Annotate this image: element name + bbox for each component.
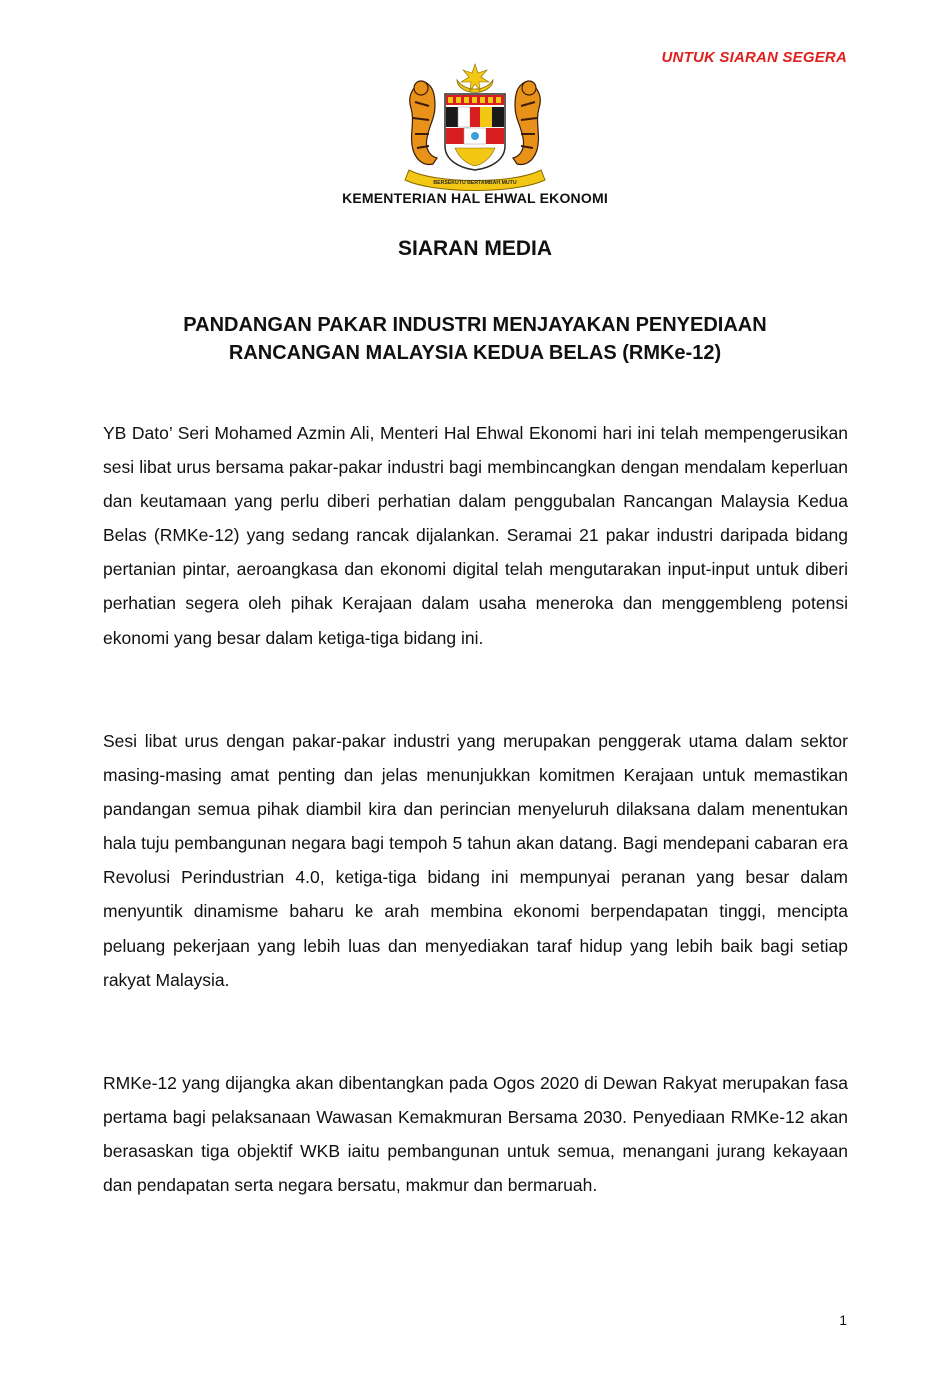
- paragraph-1: YB Dato’ Seri Mohamed Azmin Ali, Menteri Hal Ehwal Ekonomi hari ini telah mempengerusikan sesi libat urus bersama pakar-pakar industri bagi membincangkan dengan mendalam keperluan dan keutamaan yang perlu diberi perhatian dalam penggubalan Rancangan Malaysia Kedua Belas (RMKe-12) yang sedang rancak dijalankan. Seramai 21 pakar industri daripada bidang pertanian pintar, aeroangkasa dan ekonomi digital telah mengutarakan input-input untuk diberi perhatian segera oleh pihak Kerajaan dalam usaha meneroka dan menggembleng potensi ekonomi yang besar dalam ketiga-tiga bidang ini.: [103, 423, 848, 648]
- crest-motto: BERSEKUTU BERTAMBAH MUTU: [433, 180, 517, 186]
- page-number: 1: [839, 1312, 847, 1328]
- headline: [75, 311, 875, 367]
- paragraph-2: Sesi libat urus dengan pakar-pakar industri yang merupakan penggerak utama dalam sektor masing-masing amat penting dan jelas menunjukkan komitmen Kerajaan untuk memastikan pandangan semua pihak diambil kira dan perincian menyeluruh dilaksana dalam menentukan hala tuju pembangunan negara bagi tempoh 5 tahun akan datang. Bagi mendepani cabaran era Revolusi Perindustrian 4.0, ketiga-tiga bidang ini mempunyai peranan yang besar dalam menyuntik dinamisme baharu ke arah membina ekonomi berpendapatan tinggi, mencipta peluang pekerjaan yang lebih luas dan menyediakan taraf hidup yang lebih baik bagi setiap rakyat Malaysia.: [103, 731, 848, 990]
- headline-line-2: RANCANGAN MALAYSIA KEDUA BELAS (RMKe-12): [228, 342, 722, 364]
- release-tag: UNTUK SIARAN SEGERA: [661, 49, 847, 66]
- document-type: SIARAN MEDIA: [397, 237, 552, 260]
- coat-of-arms-logo: [395, 62, 555, 194]
- paragraph-3: RMKe-12 yang dijangka akan dibentangkan pada Ogos 2020 di Dewan Rakyat merupakan fasa pertama bagi pelaksanaan Wawasan Kemakmuran Bersama 2030. Penyediaan RMKe-12 akan berasaskan tiga objektif WKB iaitu pembangunan untuk semua, menangani jurang kekayaan dan pendapatan serta negara bersatu, makmur dan bermaruah.: [103, 1073, 848, 1196]
- headline-line-1: PANDANGAN PAKAR INDUSTRI MENJAYAKAN PENYEDIAAN: [183, 314, 767, 336]
- ministry-name: KEMENTERIAN HAL EHWAL EKONOMI: [342, 190, 608, 206]
